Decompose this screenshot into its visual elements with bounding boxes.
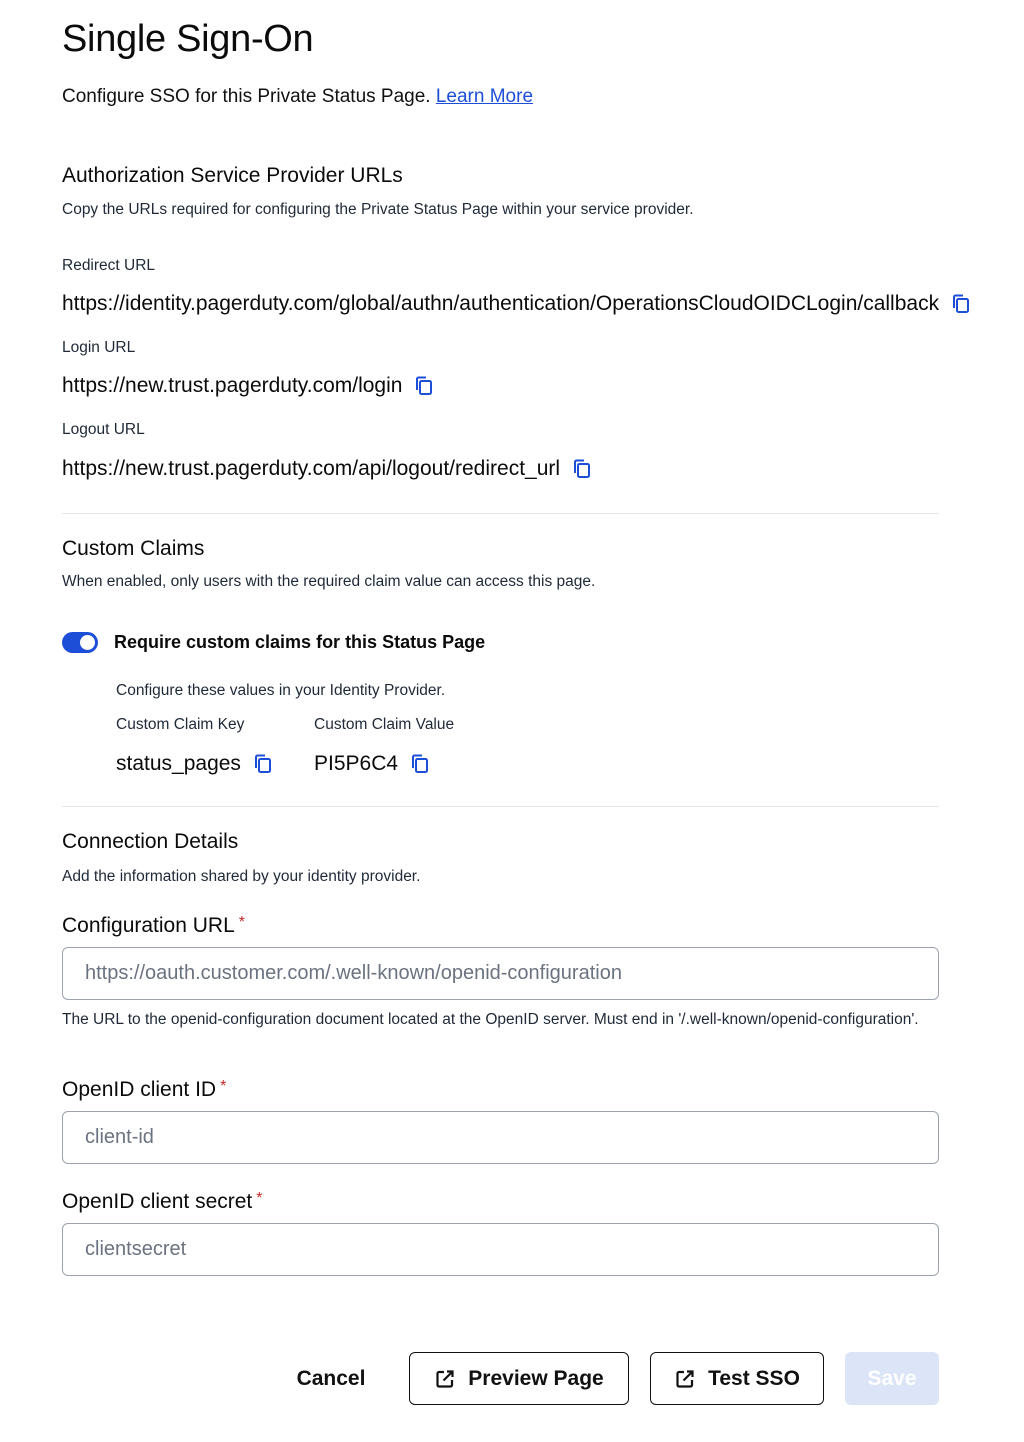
external-link-icon [434, 1368, 456, 1390]
redirect-url-label: Redirect URL [62, 257, 156, 274]
page-intro [62, 86, 533, 108]
connection-title: Connection Details [62, 830, 239, 853]
logout-url-value: https://new.trust.pagerduty.com/api/logout/redirect_url [62, 457, 561, 480]
client-secret-input[interactable] [62, 1223, 939, 1276]
logout-url-row [62, 457, 592, 481]
required-mark: * [220, 1078, 227, 1095]
copy-icon[interactable] [951, 293, 971, 315]
test-sso-label: Test SSO [708, 1366, 800, 1390]
client-secret-label-text: OpenID client secret [62, 1190, 253, 1213]
custom-claims-toggle-label: Require custom claims for this Status Page [114, 632, 486, 652]
section-divider [62, 806, 939, 807]
custom-claims-toggle[interactable] [62, 632, 98, 653]
configure-note: Configure these values in your Identity Provider. [116, 682, 446, 699]
test-sso-button[interactable] [650, 1352, 824, 1405]
custom-claims-title: Custom Claims [62, 537, 205, 560]
external-link-icon [674, 1368, 696, 1390]
required-mark: * [256, 1190, 263, 1207]
config-url-help: The URL to the openid-configuration document located at the OpenID server. Must end in '/.well-known/openid-configuration'. [62, 1011, 919, 1028]
config-url-label [62, 914, 245, 938]
required-mark: * [238, 914, 245, 931]
copy-icon[interactable] [253, 753, 273, 775]
custom-claims-desc: When enabled, only users with the required claim value can access this page. [62, 573, 596, 590]
login-url-value: https://new.trust.pagerduty.com/login [62, 374, 403, 397]
copy-icon[interactable] [410, 753, 430, 775]
client-id-input[interactable] [62, 1111, 939, 1164]
claim-key-label: Custom Claim Key [116, 716, 245, 733]
copy-icon[interactable] [572, 458, 592, 480]
auth-urls-title: Authorization Service Provider URLs [62, 164, 403, 187]
login-url-row [62, 374, 434, 398]
copy-icon[interactable] [414, 375, 434, 397]
logout-url-label: Logout URL [62, 421, 145, 438]
client-id-label-text: OpenID client ID [62, 1078, 217, 1101]
claim-value-label: Custom Claim Value [314, 716, 455, 733]
claim-value-value: PI5P6C4 [314, 752, 399, 775]
save-button[interactable]: Save [845, 1352, 939, 1405]
auth-urls-desc: Copy the URLs required for configuring the Private Status Page within your service provider. [62, 201, 694, 218]
login-url-label: Login URL [62, 339, 136, 356]
client-secret-label [62, 1190, 263, 1214]
preview-page-label: Preview Page [468, 1366, 604, 1390]
redirect-url-row [62, 292, 971, 316]
claim-key-value: status_pages [116, 752, 241, 775]
config-url-input[interactable] [62, 947, 939, 1000]
preview-page-button[interactable] [409, 1352, 629, 1405]
cancel-button[interactable]: Cancel [280, 1352, 382, 1405]
section-divider [62, 513, 939, 514]
client-id-label [62, 1078, 226, 1102]
claim-key-row [116, 752, 273, 776]
claim-value-row [314, 752, 430, 776]
learn-more-link[interactable]: Learn More [435, 86, 534, 107]
redirect-url-value: https://identity.pagerduty.com/global/authn/authentication/OperationsCloudOIDCLogin/callback [62, 292, 940, 315]
connection-desc: Add the information shared by your identity provider. [62, 868, 421, 885]
intro-text: Configure SSO for this Private Status Page. [62, 86, 431, 107]
page-title: Single Sign-On [62, 18, 314, 60]
config-url-label-text: Configuration URL [62, 914, 235, 937]
